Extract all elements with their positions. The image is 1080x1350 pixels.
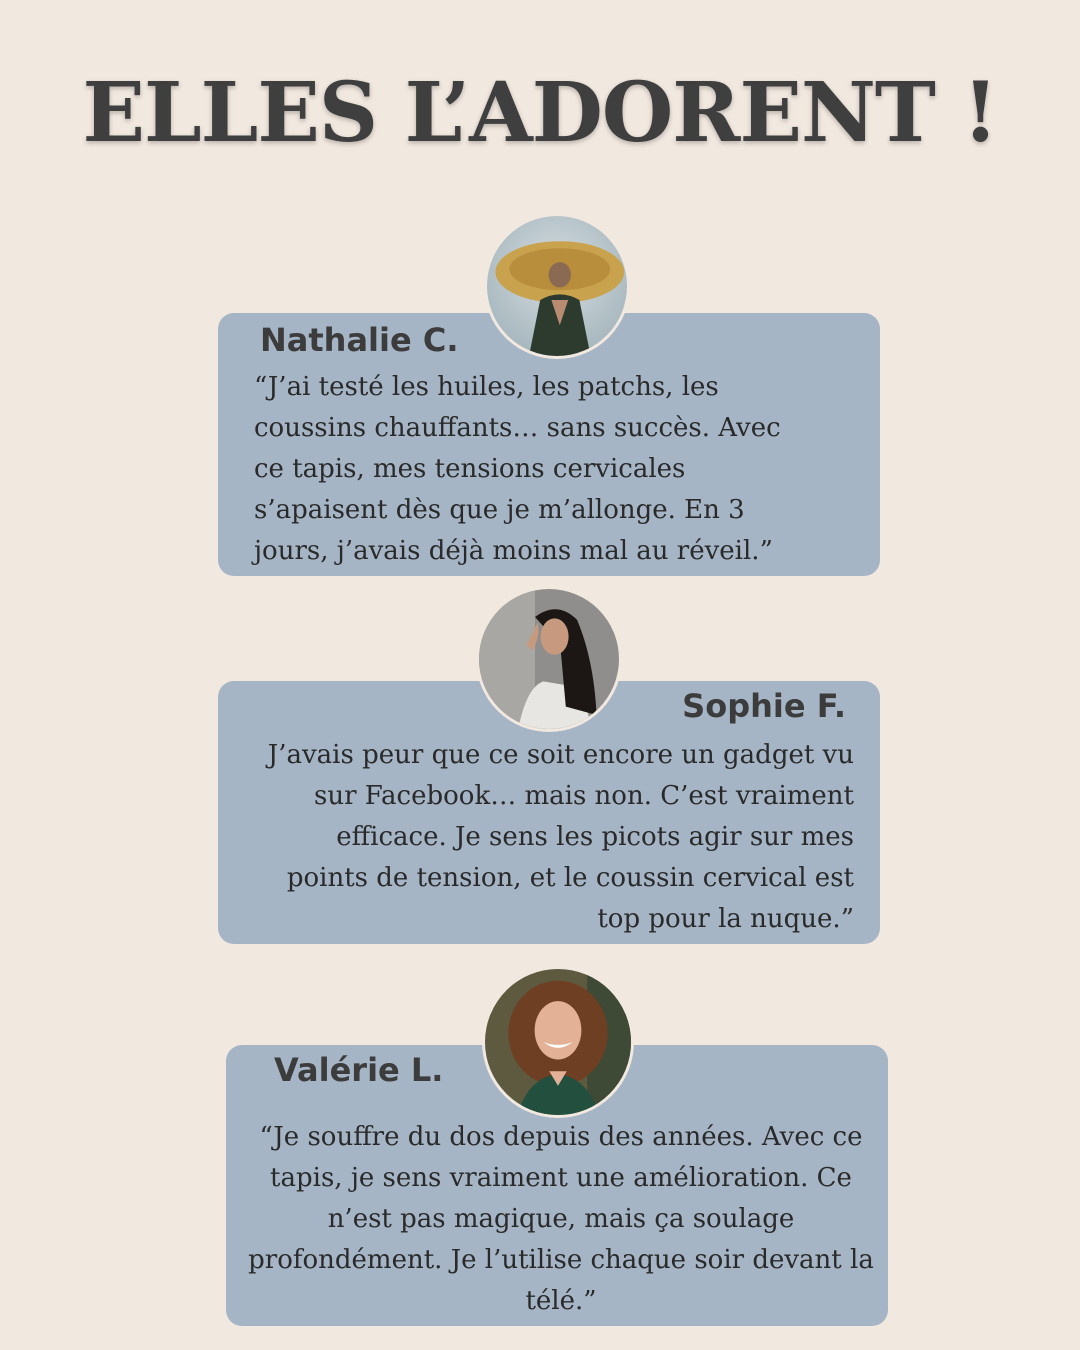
- avatar: [476, 586, 622, 732]
- quote-line: profondément. Je l’utilise chaque soir devant la: [248, 1245, 874, 1275]
- avatar-photo: [487, 216, 627, 356]
- quote-line: tapis, je sens vraiment une amélioration. Ce: [270, 1163, 852, 1193]
- testimonial-quote: [236, 1117, 886, 1322]
- quote-line: n’est pas magique, mais ça soulage: [327, 1204, 795, 1234]
- quote-line: ce tapis, mes tensions cervicales: [254, 454, 686, 484]
- testimonial-quote: [254, 367, 781, 572]
- quote-line: points de tension, et le coussin cervical est: [286, 863, 854, 893]
- quote-line: J’avais peur que ce soit encore un gadget vu: [267, 740, 854, 770]
- avatar-photo: [485, 969, 631, 1115]
- quote-line: s’apaisent dès que je m’allonge. En 3: [254, 495, 745, 525]
- page-title: ELLES L’ADORENT !: [82, 65, 998, 161]
- quote-line: top pour la nuque.”: [597, 904, 854, 934]
- quote-line: “Je souffre du dos depuis des années. Avec ce: [259, 1122, 863, 1152]
- quote-line: sur Facebook… mais non. C’est vraiment: [314, 781, 854, 811]
- avatar: [482, 966, 634, 1118]
- reviewer-name: Valérie L.: [274, 1051, 444, 1089]
- quote-line: coussins chauffants… sans succès. Avec: [254, 413, 781, 443]
- reviewer-name: Sophie F.: [682, 687, 846, 725]
- quote-line: jours, j’avais déjà moins mal au réveil.”: [254, 536, 773, 566]
- quote-line: “J’ai testé les huiles, les patchs, les: [254, 372, 719, 402]
- avatar: [484, 213, 630, 359]
- quote-line: télé.”: [525, 1286, 597, 1316]
- reviewer-name: Nathalie C.: [260, 321, 459, 359]
- testimonial-quote: [268, 735, 854, 940]
- quote-line: efficace. Je sens les picots agir sur mes: [336, 822, 854, 852]
- avatar-photo: [479, 589, 619, 729]
